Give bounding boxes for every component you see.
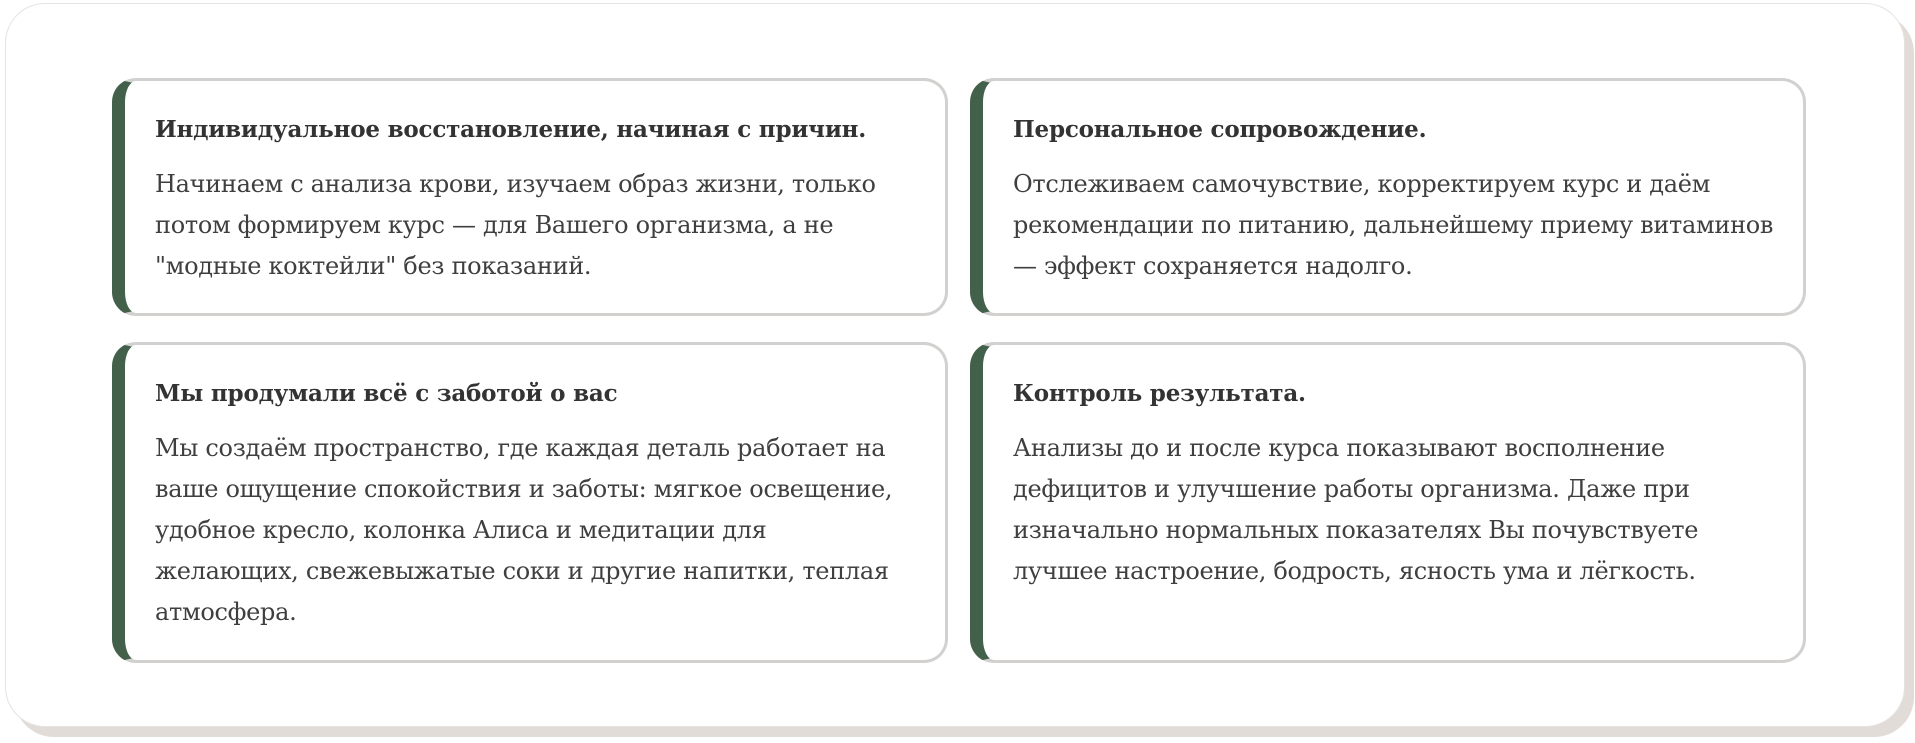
card-title: Контроль результата. bbox=[1013, 380, 1306, 407]
card-text: Анализы до и после курса показывают восполнение дефицитов и улучшение работы организма. Даже при изначально нормальных показателях Вы почувствуете лучшее настроение, бодрость, ясность ума и лёгкость. bbox=[1013, 434, 1699, 585]
card-text: Отслеживаем самочувствие, корректируем курс и даём рекомендации по питанию, дальнейшему приему витаминов — эффект сохраняется надолго. bbox=[1013, 170, 1774, 280]
features-panel bbox=[5, 3, 1905, 727]
card-text: Мы создаём пространство, где каждая деталь работает на ваше ощущение спокойствия и заботы: мягкое освещение, удобное кресло, колонка Алиса и медитации для желающих, свежевыжатые соки и другие напитки, теплая атмосфера. bbox=[155, 434, 893, 626]
feature-card-care-atmosphere bbox=[112, 342, 948, 663]
card-title: Индивидуальное восстановление, начиная с причин. bbox=[155, 116, 867, 143]
feature-card-personal-support bbox=[970, 78, 1806, 316]
card-title: Мы продумали всё с заботой о вас bbox=[155, 380, 618, 407]
card-text: Начинаем с анализа крови, изучаем образ жизни, только потом формируем курс — для Вашего организма, а не "модные коктейли" без показаний. bbox=[155, 170, 876, 280]
feature-card-result-control bbox=[970, 342, 1806, 663]
feature-card-individual-recovery bbox=[112, 78, 948, 316]
card-title: Персональное сопровождение. bbox=[1013, 116, 1427, 143]
